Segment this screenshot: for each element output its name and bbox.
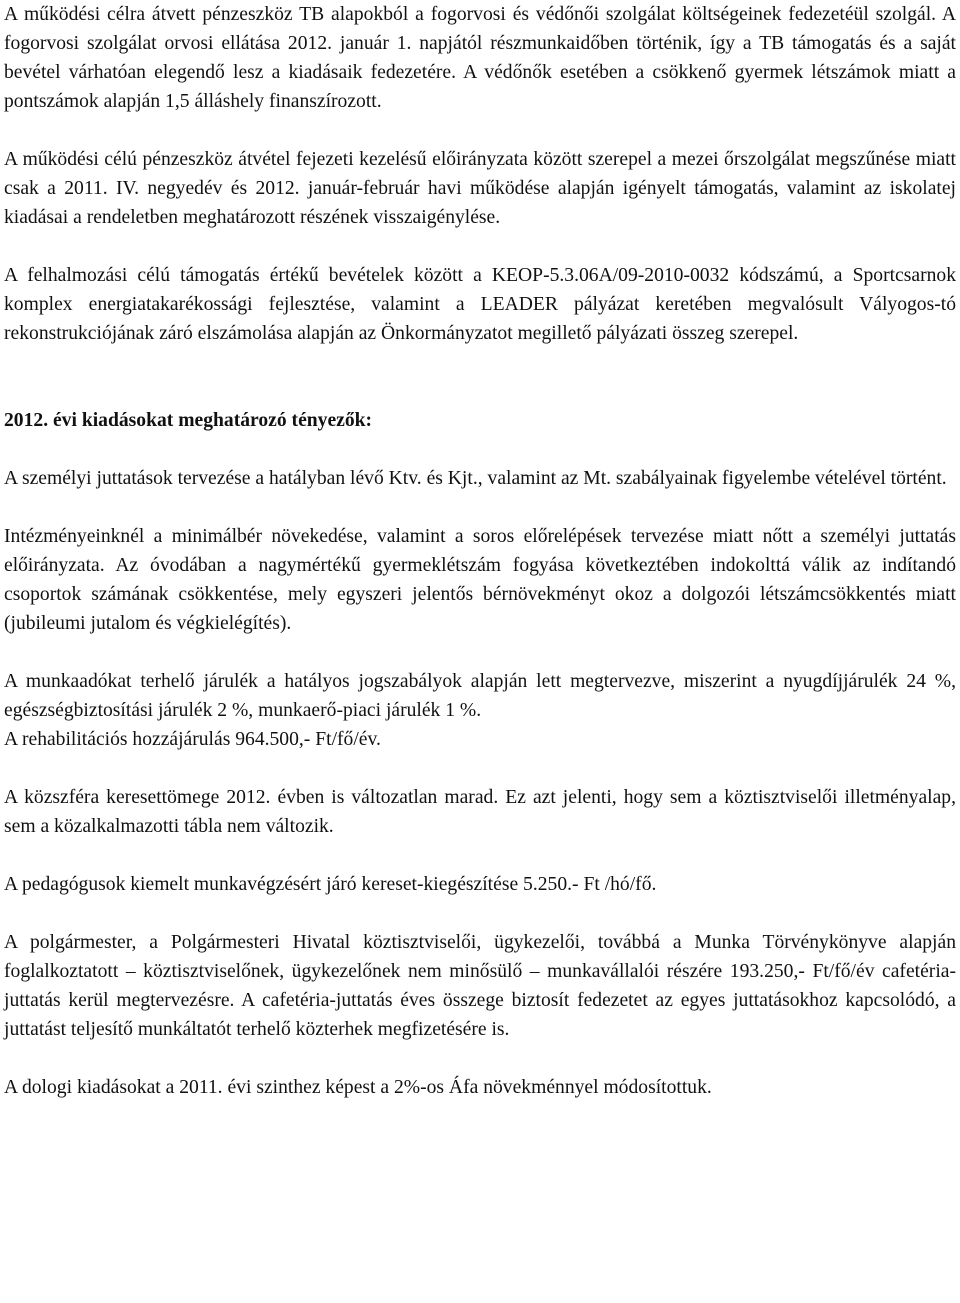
paragraph-employer-contributions: A munkaadókat terhelő járulék a hatályos jogszabályok alapján lett megtervezve, miszerint a nyugdíjjárulék 24 %, egészségbiztosítási járulék 2 %, munkaerő-piaci járulék 1 %.: [4, 671, 956, 721]
paragraph-tb-funds: A működési célra átvett pénzeszköz TB alapokból a fogorvosi és védőnői szolgálat költségeinek fedezetéül szolgál. A fogorvosi szolgálat orvosi ellátása 2012. január 1. napjától részmunkaidőben történik, így a TB támogatás és a saját bevétel várhatóan elegendő lesz a kiadásaik fedezetére. A védőnők esetében a csökkenő gyermek létszámok miatt a pontszámok alapján 1,5 álláshely finanszírozott.: [4, 4, 956, 112]
spacer: [4, 348, 956, 406]
spacer: [4, 841, 956, 870]
paragraph-material-expenses: A dologi kiadásokat a 2011. évi szinthez képest a 2%-os Áfa növekménnyel módosítottuk.: [4, 1077, 712, 1098]
spacer: [4, 116, 956, 145]
paragraph-cafeteria-benefit: A polgármester, a Polgármesteri Hivatal köztisztviselői, ügykezelői, továbbá a Munka Törvénykönyve alapján foglalkoztatott – köztisztviselőnek, ügykezelőnek nem minősülő – munkavállalói részére 193.250,- Ft/fő/év cafetéria-juttatás kerül megtervezésre. A cafetéria-juttatás éves összege biztosít fedezetet az egyes juttatásokhoz kapcsolódó, a juttatást teljesítő munkáltatót terhelő közterhek megfizetésére is.: [4, 932, 956, 1040]
spacer: [4, 493, 956, 522]
spacer: [4, 1044, 956, 1073]
paragraph-minimum-wage: Intézményeinknél a minimálbér növekedése, valamint a soros előrelépések tervezése miatt nőtt a személyi juttatás előirányzata. Az óvodában a nagymértékű gyermeklétszám fogyása következtében indokolttá válik az indítandó csoportok számának csökkentése, mely egyszeri jelentős bérnövekményt okoz a dolgozói létszámcsökkentés miatt (jubileumi jutalom és végkielégítés).: [4, 526, 956, 634]
paragraph-operating-transfer: A működési célú pénzeszköz átvétel fejezeti kezelésű előirányzata között szerepel a mezei őrszolgálat megszűnése miatt csak a 2011. IV. negyedév és 2012. január-február havi működése alapján igényelt támogatás, valamint az iskolatej kiadásai a rendeletben meghatározott részének visszaigénylése.: [4, 149, 956, 228]
paragraph-rehabilitation-fee: A rehabilitációs hozzájárulás 964.500,- Ft/fő/év.: [4, 729, 381, 750]
spacer: [4, 899, 956, 928]
spacer: [4, 232, 956, 261]
paragraph-teacher-supplement: A pedagógusok kiemelt munkavégzésért járó kereset-kiegészítése 5.250.- Ft /hó/fő.: [4, 874, 657, 895]
spacer: [4, 435, 956, 464]
spacer: [4, 638, 956, 667]
paragraph-capital-grants: A felhalmozási célú támogatás értékű bevételek között a KEOP-5.3.06A/09-2010-0032 kódszámú, a Sportcsarnok komplex energiatakarékossági fejlesztése, valamint a LEADER pályázat keretében megvalósult Vályogos-tó rekonstrukciójának záró elszámolása alapján az Önkormányzatot megillető pályázati összeg szerepel.: [4, 265, 956, 344]
paragraph-personnel-planning: A személyi juttatások tervezése a hatályban lévő Ktv. és Kjt., valamint az Mt. szabályainak figyelembe vételével történt.: [4, 468, 947, 489]
spacer: [4, 754, 956, 783]
section-heading: 2012. évi kiadásokat meghatározó tényezők:: [4, 410, 373, 431]
paragraph-public-sector-wages: A közszféra keresettömege 2012. évben is változatlan marad. Ez azt jelenti, hogy sem a köztisztviselői illetményalap, sem a közalkalmazotti tábla nem változik.: [4, 787, 956, 837]
